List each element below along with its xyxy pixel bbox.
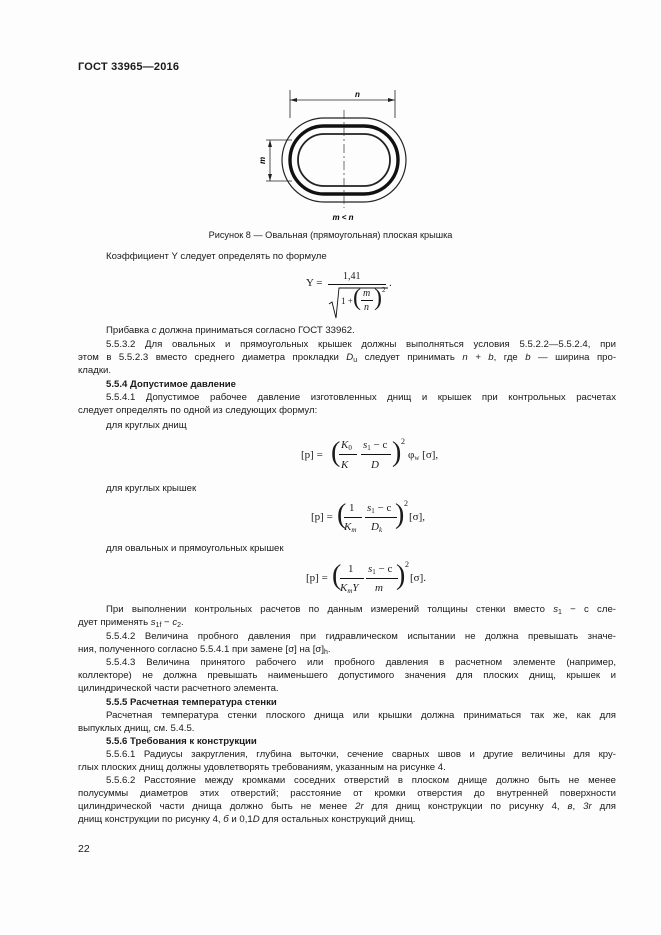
para-555-line1: Расчетная температура стенки плоского днища или крышки должна приниматься так же, как для: [106, 710, 616, 721]
formula-oval-covers: [306, 559, 432, 599]
p5562-3r: 3r: [583, 801, 592, 812]
heading-555: 5.5.5 Расчетная температура стенки: [106, 697, 277, 708]
para-555-line2: выпуклых днищ, см. 5.4.5.: [78, 723, 195, 734]
f3-Y: Y: [352, 582, 359, 594]
measure-s1f: s: [150, 617, 156, 628]
formula-y-paren-left: (: [353, 285, 361, 311]
para-5541-line2: следует определять по одной из следующих формул:: [78, 405, 318, 416]
f3-num-1: 1: [348, 563, 354, 575]
f2-lhs: [p] =: [311, 511, 333, 523]
formula-y-n: [364, 301, 369, 314]
f2-minus-c: − c: [374, 502, 392, 514]
label-oval-covers: для овальных и прямоугольных крышек: [106, 543, 284, 554]
f2-s: s: [367, 502, 372, 514]
formula-y: [306, 272, 406, 318]
para-5543-line3: цилиндрической части расчетного элемента.: [78, 683, 279, 694]
f1-K0: K: [341, 439, 349, 451]
formula-round-covers: [311, 498, 431, 536]
document-code-header: ГОСТ 33965—2016: [78, 61, 180, 73]
para-5562-line1: 5.5.6.2 Расстояние между кромками соседних отверстий в плоском днище должно быть не менее: [106, 775, 616, 786]
p5532-nb: n + b: [462, 352, 494, 363]
para-5541-line1: 5.5.4.1 Допустимое рабочее давление изготовленных днищ и крышек при контрольных расчетах: [106, 392, 616, 403]
f1-paren-left: (: [331, 437, 341, 468]
f3-num-s1c: [368, 563, 392, 576]
p5562-t4: для: [591, 801, 616, 812]
f3-lhs: [p] =: [306, 572, 328, 584]
formula-y-numerator: 1,41: [343, 271, 361, 282]
f3-den-m: [375, 582, 383, 595]
dim-arrow-up: [268, 140, 272, 147]
para-5543-line2: коллекторе) не должна превышать наименьшего допустимого значения для плоских днищ, крышек и: [78, 670, 616, 681]
measure-s1f-sub: 1f: [155, 622, 162, 629]
formula-y-m: [363, 287, 370, 300]
p5532-t4: — ширина про-: [530, 352, 617, 363]
p5562-t3: ,: [572, 801, 584, 812]
f3-s-sub: 1: [372, 568, 376, 576]
f2-num-1: 1: [349, 502, 355, 514]
p5562-t5: днищ конструкции по рисунку 4,: [78, 814, 224, 825]
page-number: 22: [78, 843, 90, 855]
p5542-t1: ния, полученного согласно 5.5.4.1 при замене [σ] на [σ]: [78, 644, 325, 655]
formula-y-lhs: Y =: [306, 277, 323, 289]
f1-den-D: [371, 459, 379, 472]
para-measure-line2: [78, 616, 616, 629]
f3-K: K: [340, 582, 348, 594]
p5532-t3: , где: [493, 352, 526, 363]
f1-paren-right: ): [392, 437, 402, 468]
para-5562-line3: [78, 800, 616, 813]
f3-paren-left: (: [332, 560, 342, 591]
f2-K: K: [344, 521, 352, 533]
f2-den-km: [344, 521, 356, 534]
f3-minus-c: − c: [375, 563, 393, 575]
f1-phi-w: w: [414, 454, 420, 462]
heading-556: 5.5.6 Требования к конструкции: [106, 736, 257, 747]
f2-den-dk: [371, 521, 382, 534]
p5532-t2: следует принимать: [357, 352, 463, 363]
formula-y-power: 2: [382, 286, 386, 294]
formula-round-bottoms: [301, 437, 451, 475]
measure-c2: c: [172, 617, 178, 628]
p5532-u: u: [353, 357, 358, 364]
f1-num-s1c: [363, 439, 387, 452]
dim-arrow-right: [388, 98, 395, 102]
f3-bar2: [366, 578, 398, 579]
para-5542-line2: [78, 643, 616, 656]
f2-bar1: [344, 517, 362, 518]
f2-paren-right: ): [395, 499, 405, 530]
p5562-t1: цилиндрической части днища должно быть не менее: [78, 801, 356, 812]
f3-power: 2: [405, 560, 409, 569]
f1-lhs: [p] =: [301, 449, 323, 461]
dim-arrow-left: [290, 98, 297, 102]
oval-cover-figure: [258, 84, 428, 226]
dim-label-m: m: [258, 156, 267, 164]
measure-s: s: [553, 604, 558, 615]
measure-c2-sub: 2: [177, 622, 182, 629]
dim-label-n: n: [355, 90, 360, 99]
f2-s-sub: 1: [371, 507, 375, 515]
para-5542-line1: 5.5.4.2 Величина пробного давления при гидравлическом испытании не должна превышать значе-: [106, 631, 616, 642]
figure-caption: Рисунок 8 — Овальная (прямоугольная) плоская крышка: [208, 230, 453, 240]
p5562-t2: для днищ конструкции по рисунку 4,: [363, 801, 568, 812]
f1-bar2: [361, 454, 391, 455]
p5562-t7: для остальных конструкций днищ.: [259, 814, 416, 825]
heading-554: 5.5.4 Допустимое давление: [106, 379, 236, 390]
f2-power: 2: [404, 499, 408, 508]
p5562-t6: и 0,1: [228, 814, 253, 825]
f1-s: s: [363, 439, 368, 451]
p5542-h: h: [324, 649, 328, 656]
p5562-D: D: [252, 814, 260, 825]
f1-K0-sub: 0: [348, 444, 352, 452]
f3-m: m: [375, 582, 383, 594]
measure-t4: −: [161, 617, 173, 628]
f1-power: 2: [401, 437, 405, 446]
f1-bar1: [339, 454, 357, 455]
f2-num-s1c: [367, 502, 391, 515]
dim-arrow-down: [268, 174, 272, 181]
f3-bar1: [340, 578, 364, 579]
formula-y-dot: .: [389, 277, 392, 289]
f2-D: D: [371, 521, 379, 533]
f1-sigma: [σ],: [419, 449, 439, 461]
f1-s-sub: 1: [367, 444, 371, 452]
f3-paren-right: ): [396, 560, 406, 591]
p5562-2r: 2r: [355, 801, 364, 812]
p5532-t1: этом в 5.5.2.3 вместо среднего диаметра прокладки: [78, 352, 347, 363]
allowance-text-a: Прибавка: [106, 325, 152, 336]
p5532-D: D: [346, 352, 354, 363]
para-5561-line2: глых плоских днищ должны удовлетворять требованиям, указанным на рисунке 4.: [78, 762, 446, 773]
p5562-v: в: [567, 801, 573, 812]
label-round-bottoms: для круглых днищ: [106, 420, 187, 431]
p5542-t2: .: [327, 644, 331, 655]
para-5532-line3: кладки.: [78, 365, 112, 376]
measure-t5: .: [181, 617, 184, 628]
allowance-paragraph: [78, 324, 616, 337]
formula-y-n-var: n: [364, 302, 369, 313]
f1-K: K: [341, 459, 349, 471]
f2-K-sub-m: m: [351, 526, 357, 534]
p5562-b: б: [223, 814, 229, 825]
formula-y-one-plus: 1 +: [341, 296, 353, 306]
f3-tail: [σ].: [410, 572, 427, 584]
f2-D-sub-k: k: [378, 526, 383, 534]
para-5532-line2: [78, 351, 616, 364]
f3-den-kmy: [340, 582, 359, 595]
f1-minus-c: − c: [370, 439, 388, 451]
f1-num-k0: [341, 439, 352, 452]
label-round-covers: для круглых крышек: [106, 483, 197, 494]
para-measure-line1: [78, 603, 616, 616]
f3-K-sub-m: m: [347, 587, 353, 595]
f1-phi: φ: [408, 449, 415, 461]
para-5562-line4: [78, 813, 616, 826]
para-5532-line1: 5.5.3.2 Для овальных и прямоугольных крышек должны выполняться условия 5.5.2.2—5.5.2.4, при: [106, 339, 616, 350]
allowance-text-b: должна приниматься согласно ГОСТ 33962.: [156, 325, 355, 336]
measure-s-sub: 1: [557, 609, 562, 616]
f2-bar2: [365, 517, 397, 518]
allowance-c: c: [151, 325, 157, 336]
f2-paren-left: (: [337, 499, 347, 530]
measure-t2: − c сле-: [561, 604, 616, 615]
p5532-b: b: [525, 352, 531, 363]
dim-label-m-lt-n: m < n: [332, 213, 354, 222]
para-5561-line1: 5.5.6.1 Радиусы закругления, глубина выточки, сечение сварных швов и другие величины для кру-: [106, 749, 616, 760]
f1-D: D: [371, 459, 379, 471]
coefficient-intro: Коэффициент Y следует определять по формуле: [106, 251, 327, 262]
para-5562-line2: полусуммы диаметров этих отверстий; расстояние от кромки отверстия до внутренней поверхности: [78, 788, 616, 799]
formula-y-m-var: m: [363, 288, 371, 299]
f3-s: s: [368, 563, 373, 575]
f1-tail: [408, 449, 438, 462]
para-5543-line1: 5.5.4.3 Величина принятого рабочего или пробного давления в расчетном элементе (например,: [106, 657, 616, 668]
formula-y-paren-right: ): [374, 285, 382, 311]
f1-den-k: [341, 459, 348, 472]
measure-t3: дует применять: [78, 617, 151, 628]
measure-t1: При выполнении контрольных расчетов по данным измерений толщины стенки вместо: [106, 604, 554, 615]
f2-tail: [σ],: [409, 511, 426, 523]
